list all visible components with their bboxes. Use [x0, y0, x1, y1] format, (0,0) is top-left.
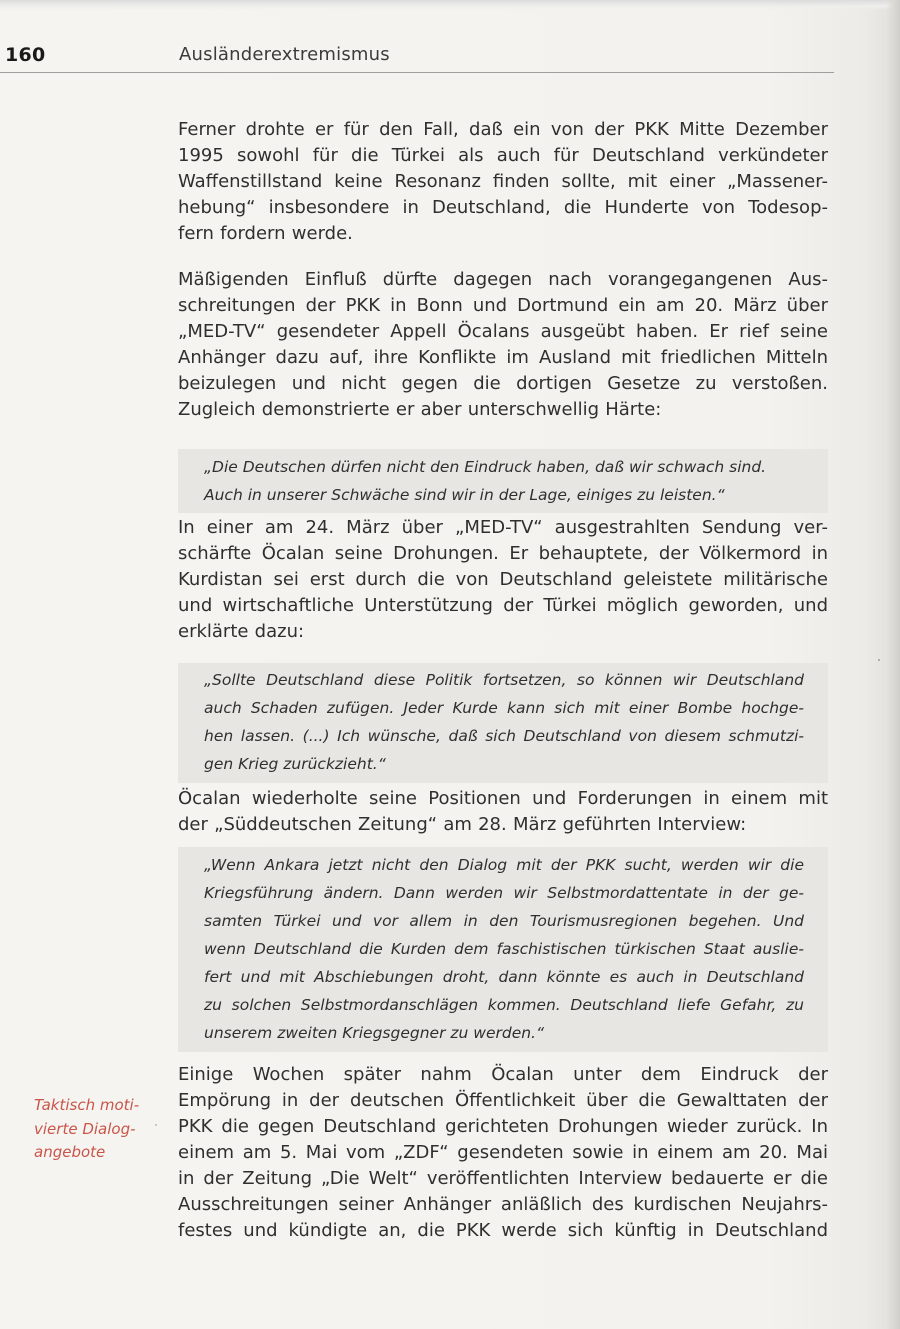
paragraph-line: einem am 5. Mai vom „ZDF“ gesendeten sowie in einem am 20. Mai	[178, 1142, 828, 1163]
paragraph-line: Zugleich demonstrierte er aber unterschwellig Härte:	[178, 399, 662, 420]
paragraph-line: schärfte Öcalan seine Drohungen. Er behauptete, der Völkermord in	[178, 543, 828, 564]
paragraph-line: Empörung in der deutschen Öffentlichkeit über die Gewalttaten der	[178, 1090, 828, 1111]
paragraph-line: beizulegen und nicht gegen die dortigen Gesetze zu verstoßen.	[178, 373, 828, 394]
quote-line: zu solchen Selbstmordanschlägen kommen. Deutschland liefe Gefahr, zu	[204, 996, 804, 1014]
quote-line: wenn Deutschland die Kurden dem faschistischen türkischen Staat auslie-	[204, 940, 804, 958]
scan-speck	[155, 1124, 157, 1126]
quote-line: auch Schaden zufügen. Jeder Kurde kann sich mit einer Bombe hochge-	[204, 699, 804, 717]
quote-line: gen Krieg zurückzieht.“	[204, 755, 386, 773]
paragraph-4	[178, 786, 828, 838]
paragraph-line: „MED-TV“ gesendeter Appell Öcalans ausgeübt haben. Er rief seine	[178, 321, 828, 342]
blockquote-2	[178, 663, 828, 783]
paragraph-line: hebung“ insbesondere in Deutschland, die Hunderte von Todesop-	[178, 197, 828, 218]
quote-line: Auch in unserer Schwäche sind wir in der Lage, einiges zu leisten.“	[204, 486, 725, 504]
paragraph-line: Öcalan wiederholte seine Positionen und Forderungen in einem mit	[178, 788, 828, 809]
paragraph-line: 1995 sowohl für die Türkei als auch für Deutschland verkündeter	[178, 145, 828, 166]
paragraph-line: fern fordern werde.	[178, 223, 353, 244]
quote-line: samten Türkei und vor allem in den Tourismusregionen begehen. Und	[204, 912, 804, 930]
quote-line: „Wenn Ankara jetzt nicht den Dialog mit der PKK sucht, werden wir die	[204, 856, 804, 874]
paragraph-2	[178, 267, 828, 423]
quote-line: „Sollte Deutschland diese Politik fortsetzen, so können wir Deutschland	[204, 671, 804, 689]
paragraph-line: Waffenstillstand keine Resonanz finden sollte, mit einer „Massener-	[178, 171, 828, 192]
quote-line: fert und mit Abschiebungen droht, dann könnte es auch in Deutschland	[204, 968, 804, 986]
paragraph-line: Ausschreitungen seiner Anhänger anläßlich des kurdischen Neujahrs-	[178, 1194, 828, 1215]
paragraph-3	[178, 515, 828, 645]
paragraph-line: in der Zeitung „Die Welt“ veröffentlichten Interview bedauerte er die	[178, 1168, 828, 1189]
scan-top-shadow	[0, 0, 900, 10]
quote-line: „Die Deutschen dürfen nicht den Eindruck haben, daß wir schwach sind.	[204, 458, 767, 476]
paragraph-line: festes und kündigte an, die PKK werde sich künftig in Deutschland	[178, 1220, 828, 1241]
margin-note-line: Taktisch moti-	[34, 1096, 140, 1114]
page-header	[0, 30, 900, 76]
paragraph-line: Einige Wochen später nahm Öcalan unter dem Eindruck der	[178, 1064, 828, 1085]
paragraph-line: In einer am 24. März über „MED-TV“ ausgestrahlten Sendung ver-	[178, 517, 828, 538]
running-head: Ausländerextremismus	[179, 44, 390, 65]
paragraph-line: Ferner drohte er für den Fall, daß ein von der PKK Mitte Dezember	[178, 119, 828, 140]
scan-right-edge	[886, 0, 900, 1329]
quote-line: unserem zweiten Kriegsgegner zu werden.“	[204, 1024, 545, 1042]
paragraph-1	[178, 117, 828, 247]
scan-speck	[878, 659, 880, 661]
paragraph-line: der „Süddeutschen Zeitung“ am 28. März geführten Interview:	[178, 814, 747, 835]
quote-line: hen lassen. (...) Ich wünsche, daß sich Deutschland von diesem schmutzi-	[204, 727, 804, 745]
margin-note-line: angebote	[34, 1143, 106, 1161]
header-rule	[0, 72, 834, 73]
paragraph-5	[178, 1062, 828, 1244]
margin-note	[34, 1094, 154, 1165]
paragraph-line: und wirtschaftliche Unterstützung der Türkei möglich geworden, und	[178, 595, 828, 616]
margin-note-line: vierte Dialog-	[34, 1119, 136, 1138]
page-number: 160	[5, 44, 46, 66]
quote-line: Kriegsführung ändern. Dann werden wir Selbstmordattentate in der ge-	[204, 884, 804, 902]
blockquote-3	[178, 847, 828, 1052]
paragraph-line: Mäßigenden Einfluß dürfte dagegen nach vorangegangenen Aus-	[178, 269, 828, 290]
paragraph-line: schreitungen der PKK in Bonn und Dortmund ein am 20. März über	[178, 295, 828, 316]
paragraph-line: erklärte dazu:	[178, 621, 305, 642]
paragraph-line: Anhänger dazu auf, ihre Konflikte im Ausland mit friedlichen Mitteln	[178, 347, 828, 368]
blockquote-1	[178, 449, 828, 513]
paragraph-line: Kurdistan sei erst durch die von Deutschland geleistete militärische	[178, 569, 828, 590]
paragraph-line: PKK die gegen Deutschland gerichteten Drohungen wieder zurück. In	[178, 1116, 828, 1137]
